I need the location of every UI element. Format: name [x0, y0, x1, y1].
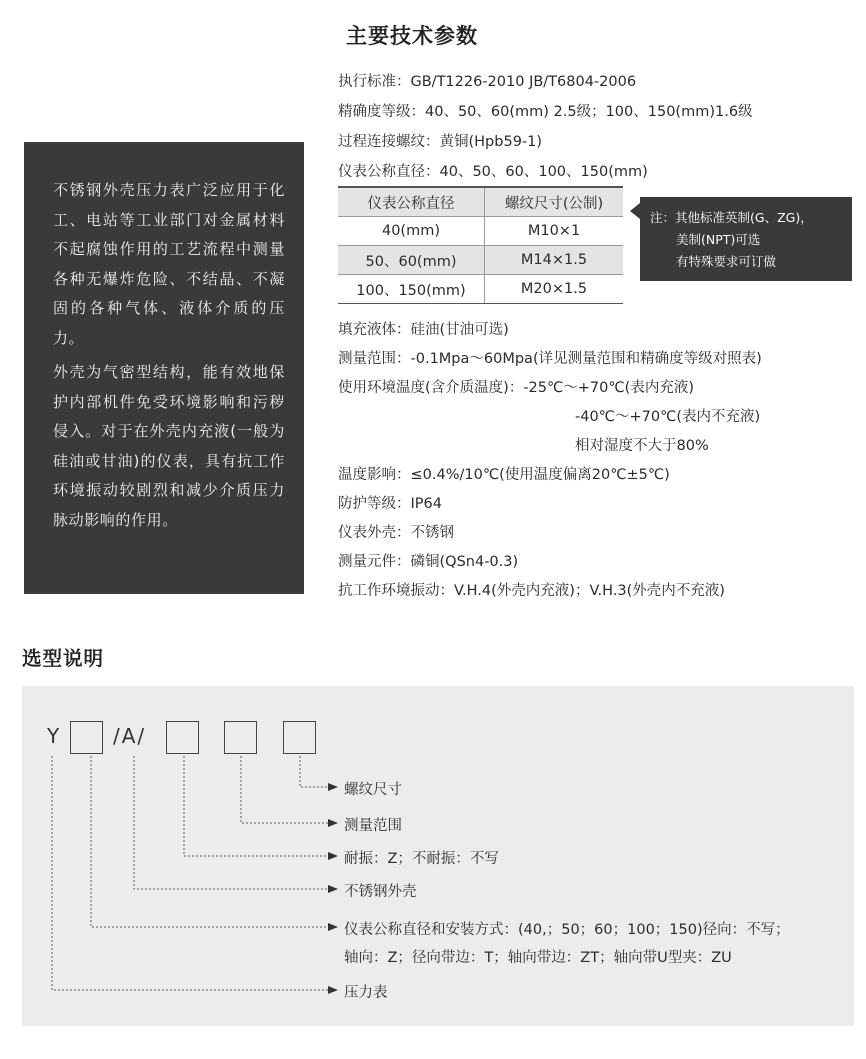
table-cell: M20×1.5 [485, 275, 624, 304]
spec-env-temp-dry: -40℃～+70℃(表内不充液) [575, 409, 761, 425]
connector-gauge [52, 756, 328, 990]
code-a: /A/ [113, 724, 147, 748]
table-header-cell: 螺纹尺寸(公制) [485, 187, 624, 217]
spec-accuracy: 精确度等级：40、50、60(mm) 2.5级；100、150(mm)1.6级 [338, 104, 753, 120]
label-range: 测量范围 [344, 818, 402, 834]
note-line: 有特殊要求可订做 [676, 254, 777, 269]
connector-thread [300, 756, 328, 787]
arrow-vibration [328, 852, 338, 860]
label-vibration: 耐振：Z；不耐振：不写 [344, 851, 499, 867]
table-cell: M14×1.5 [485, 246, 624, 275]
spec-range: 测量范围：-0.1Mpa～60Mpa(详见测量范围和精确度等级对照表) [338, 351, 762, 367]
spec-housing: 仪表外壳：不锈钢 [338, 525, 454, 541]
intro-paragraph-1: 不锈钢外壳压力表广泛应用于化工、电站等工业部门对金属材料不起腐蚀作用的工艺流程中测量各种无爆炸危险、不结晶、不凝固的各种气体、液体介质的压力。 [53, 181, 285, 347]
arrow-range [328, 819, 338, 827]
arrow-housing [328, 885, 338, 893]
spec-temp-effect: 温度影响：≤0.4%/10℃(使用温度偏离20℃±5℃) [338, 467, 670, 483]
selection-title: 选型说明 [22, 647, 105, 670]
note-line: 美制(NPT)可选 [676, 232, 761, 247]
label-diameter-mount: 仪表公称直径和安装方式：(40,；50；60；100；150)径向：不写； [344, 922, 790, 938]
arrow-gauge [328, 986, 338, 994]
intro-paragraph-2: 外壳为气密型结构，能有效地保护内部机件免受环境影响和污秽侵入。对于在外壳内充液(一般为硅油或甘油)的仪表，具有抗工作环境振动较剧烈和减少介质压力脉动影响的作用。 [53, 363, 285, 529]
spec-env-temp: 使用环境温度(含介质温度)：-25℃～+70℃(表内充液) [338, 380, 694, 396]
spec-thread-material: 过程连接螺纹：黄铜(Hpb59-1) [338, 134, 543, 150]
spec-nominal-diameter: 仪表公称直径：40、50、60、100、150(mm) [338, 164, 648, 180]
specs-title: 主要技术参数 [346, 24, 478, 48]
connector-range [241, 756, 328, 823]
table-cell: 50、60(mm) [338, 246, 485, 275]
arrow-diameter [328, 923, 338, 931]
note-line: 注：其他标准英制(G、ZG)， [650, 210, 813, 225]
spec-protection: 防护等级：IP64 [338, 496, 442, 512]
label-pressure-gauge: 压力表 [344, 985, 388, 1001]
connector-vibration [184, 756, 328, 856]
spec-element: 测量元件：磷铜(QSn4-0.3) [338, 554, 519, 570]
spec-vibration: 抗工作环境振动：V.H.4(外壳内充液)；V.H.3(外壳内不充液) [338, 583, 725, 599]
spec-standard: 执行标准：GB/T1226-2010 JB/T6804-2006 [338, 74, 637, 90]
table-cell: 40(mm) [338, 217, 485, 246]
table-cell: M10×1 [485, 217, 624, 246]
label-thread-size: 螺纹尺寸 [344, 782, 402, 798]
arrow-thread [328, 783, 338, 791]
table-cell: 100、150(mm) [338, 275, 485, 304]
spec-humidity: 相对湿度不大于80% [575, 438, 709, 454]
table-header-cell: 仪表公称直径 [338, 187, 485, 217]
label-housing: 不锈钢外壳 [344, 884, 417, 900]
code-prefix-y: Y [47, 724, 60, 748]
spec-fill-liquid: 填充液体：硅油(甘油可选) [338, 322, 509, 338]
label-mount-options: 轴向：Z；径向带边：T；轴向带边：ZT；轴向带U型夹：ZU [344, 950, 732, 966]
connector-diameter [91, 756, 328, 927]
